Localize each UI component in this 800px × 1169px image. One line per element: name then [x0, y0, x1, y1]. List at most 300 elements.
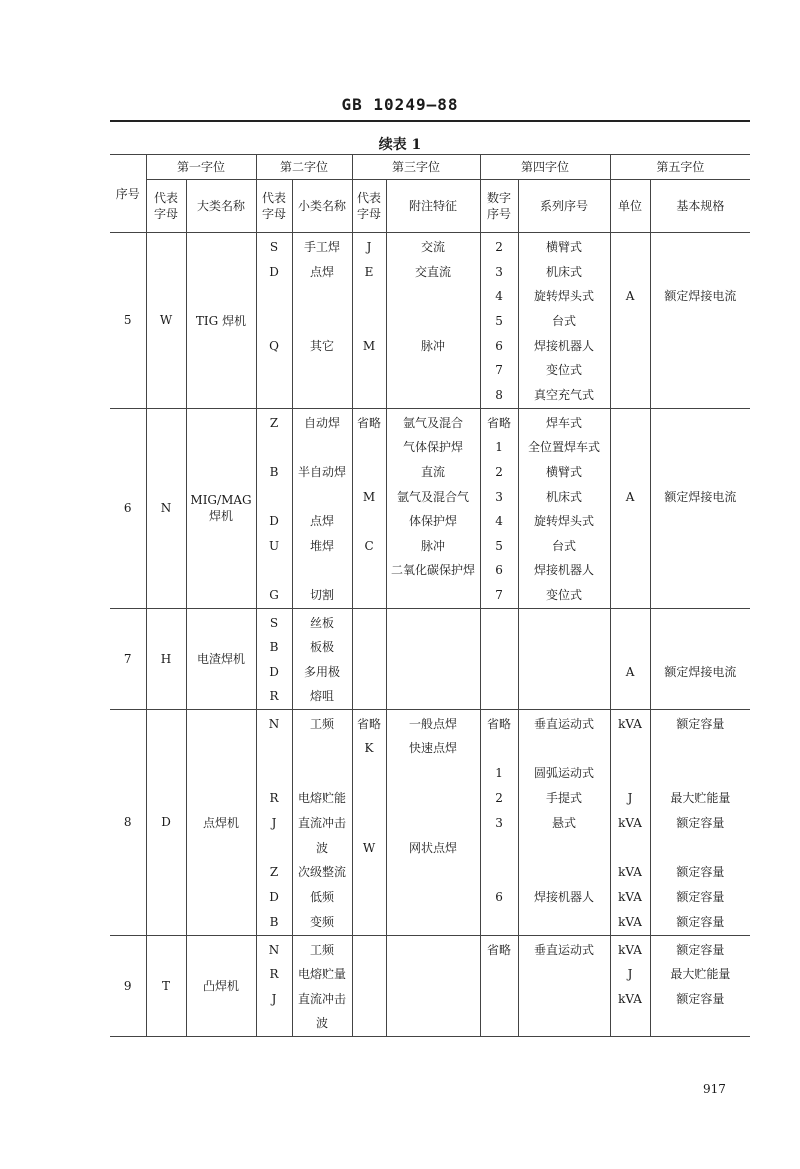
sub-row-value: D: [269, 264, 279, 279]
sub-row-value: [481, 684, 518, 709]
sub-row-value: [257, 761, 292, 786]
sub-row-value: K: [364, 741, 374, 756]
sub-column-cell: [610, 608, 650, 709]
sub-row-value: [353, 358, 386, 383]
sub-row-value: 最大贮能量: [670, 790, 731, 805]
sub-column-cell: [518, 608, 610, 709]
group-row: [110, 709, 750, 935]
category-code-cell: N: [146, 408, 186, 608]
sub-column-cell: [292, 935, 352, 1036]
category-code-cell: H: [146, 608, 186, 709]
sub-row-value: 1: [495, 440, 503, 455]
sub-row-value: [387, 660, 480, 685]
sub-row-value: 低频: [310, 890, 335, 905]
sub-row-value: [257, 383, 292, 408]
sub-row-value: A: [625, 664, 635, 679]
sub-row-value: [353, 684, 386, 709]
sub-row-value: [651, 235, 751, 260]
sub-row-value: [387, 987, 480, 1012]
sub-row-value: U: [268, 538, 280, 553]
sub-row-value: [651, 583, 751, 608]
sub-row-value: 台式: [552, 314, 577, 329]
sub-row-value: [293, 761, 352, 786]
sub-row-value: [353, 962, 386, 987]
sub-row-value: N: [268, 942, 280, 957]
sub-row-value: 6: [495, 563, 503, 578]
sub-row-value: [651, 509, 751, 534]
sub-row-value: [611, 761, 650, 786]
sub-row-value: 最大贮能量: [670, 967, 731, 982]
sub-row-value: [353, 885, 386, 910]
sub-row-value: [387, 611, 480, 636]
sub-row-value: D: [269, 664, 279, 679]
spec-table: [110, 154, 750, 1037]
sub-row-value: kVA: [618, 942, 642, 957]
sub-column-cell: [292, 408, 352, 608]
seq-cell: 7: [110, 608, 146, 709]
sub-column-cell: [518, 709, 610, 935]
sub-column-cell: [352, 935, 386, 1036]
sub-row-value: [293, 435, 352, 460]
sub-column-cell: [480, 709, 518, 935]
sub-row-value: C: [364, 538, 374, 553]
sub-row-value: [481, 860, 518, 885]
sub-row-value: [387, 786, 480, 811]
sub-row-value: [519, 860, 610, 885]
sub-row-value: [353, 987, 386, 1012]
sub-row-value: kVA: [618, 914, 642, 929]
sub-row-value: 点焊: [310, 514, 335, 529]
sub-row-value: 多用极: [304, 664, 341, 679]
sub-row-value: Q: [269, 338, 279, 353]
sub-row-value: [611, 358, 650, 383]
sub-row-value: 工频: [310, 942, 335, 957]
col-c5-unit: 单位: [610, 180, 650, 233]
sub-row-value: [257, 836, 292, 861]
sub-row-value: [353, 635, 386, 660]
sub-column-cell: [480, 233, 518, 409]
sub-row-value: 工频: [310, 716, 335, 731]
sub-column-cell: [610, 935, 650, 1036]
group-row: [110, 935, 750, 1036]
sub-row-value: 半自动焊: [298, 465, 347, 479]
sub-row-value: [257, 485, 292, 510]
sub-row-value: [353, 910, 386, 935]
sub-row-value: E: [364, 264, 374, 279]
sub-column-cell: [256, 709, 292, 935]
col-c3-code: 代表 字母: [352, 180, 386, 233]
sub-row-value: 额定焊接电流: [664, 289, 737, 304]
sub-row-value: 变位式: [546, 587, 583, 602]
sub-row-value: [611, 334, 650, 359]
sub-row-value: J: [271, 991, 277, 1006]
sub-row-value: 脉冲: [421, 538, 446, 553]
sub-row-value: [257, 284, 292, 309]
sub-row-value: 额定焊接电流: [664, 489, 737, 504]
sub-row-value: [387, 761, 480, 786]
sub-row-value: [651, 460, 751, 485]
sub-row-value: [519, 1011, 610, 1036]
sub-row-value: J: [271, 815, 277, 830]
sub-column-cell: [650, 608, 750, 709]
sub-row-value: [481, 660, 518, 685]
sub-column-cell: [610, 709, 650, 935]
sub-row-value: 圆弧运动式: [534, 766, 595, 781]
header-rule: [110, 120, 750, 122]
sub-row-value: [293, 309, 352, 334]
col-seq: 序号: [110, 155, 146, 233]
sub-row-value: [651, 435, 751, 460]
category-name-cell: 凸焊机: [186, 935, 256, 1036]
sub-column-cell: [480, 408, 518, 608]
sub-row-value: 切割: [310, 587, 335, 602]
sub-row-value: [611, 736, 650, 761]
group-header-3: 第三字位: [352, 155, 480, 180]
sub-row-value: Z: [269, 415, 279, 430]
sub-row-value: A: [625, 489, 635, 504]
sub-row-value: [257, 358, 292, 383]
sub-row-value: S: [269, 615, 279, 630]
sub-row-value: 3: [495, 264, 503, 279]
sub-row-value: [611, 235, 650, 260]
sub-row-value: [257, 1011, 292, 1036]
sub-row-value: 6: [495, 338, 503, 353]
sub-row-value: [293, 383, 352, 408]
col-c2-name: 小类名称: [292, 180, 352, 233]
sub-row-value: 2: [495, 240, 503, 254]
sub-row-value: [293, 485, 352, 510]
sub-row-value: [519, 962, 610, 987]
sub-row-value: 自动焊: [304, 415, 341, 430]
sub-row-value: [519, 611, 610, 636]
sub-row-value: [611, 583, 650, 608]
group-header-5: 第五字位: [610, 155, 750, 180]
sub-column-cell: [518, 408, 610, 608]
sub-row-value: [353, 611, 386, 636]
sub-row-value: [387, 583, 480, 608]
sub-row-value: [651, 334, 751, 359]
sub-row-value: [519, 635, 610, 660]
sub-row-value: B: [269, 640, 279, 655]
sub-column-cell: [386, 233, 480, 409]
sub-column-cell: [650, 709, 750, 935]
sub-row-value: 变频: [310, 914, 335, 929]
sub-row-value: [651, 736, 751, 761]
sub-row-value: R: [269, 967, 279, 982]
page-number: 917: [703, 1082, 726, 1096]
sub-row-value: 变位式: [546, 363, 583, 378]
sub-row-value: [353, 460, 386, 485]
sub-row-value: [481, 611, 518, 636]
sub-row-value: 快速点焊: [409, 741, 458, 756]
group-row: [110, 608, 750, 709]
sub-row-value: [293, 736, 352, 761]
sub-column-cell: [610, 233, 650, 409]
sub-column-cell: [352, 233, 386, 409]
sub-row-value: [651, 1011, 751, 1036]
sub-row-value: kVA: [618, 716, 642, 731]
sub-row-value: 旋转焊头式: [534, 289, 595, 304]
sub-row-value: 台式: [552, 538, 577, 553]
sub-row-value: [293, 284, 352, 309]
sub-column-cell: [256, 408, 292, 608]
sub-row-value: 额定容量: [676, 890, 725, 905]
sub-row-value: 额定容量: [676, 815, 725, 830]
sub-row-value: [387, 1011, 480, 1036]
sub-row-value: 5: [495, 538, 503, 553]
sub-row-value: N: [268, 716, 280, 731]
sub-row-value: 机床式: [546, 489, 583, 504]
category-code-cell: D: [146, 709, 186, 935]
sub-row-value: [257, 309, 292, 334]
seq-cell: 5: [110, 233, 146, 409]
sub-column-cell: [650, 408, 750, 608]
sub-row-value: 焊接机器人: [534, 890, 595, 905]
sub-row-value: 气体保护焊: [403, 440, 464, 455]
sub-row-value: [611, 383, 650, 408]
category-name-cell: 电渣焊机: [186, 608, 256, 709]
sub-row-value: [651, 611, 751, 636]
sub-row-value: 8: [495, 388, 503, 403]
sub-row-value: 省略: [487, 716, 512, 731]
sub-row-value: 3: [495, 489, 503, 504]
sub-row-value: 交流: [421, 240, 446, 254]
sub-row-value: [611, 435, 650, 460]
sub-row-value: 交直流: [415, 264, 452, 279]
col-c3-name: 附注特征: [386, 180, 480, 233]
sub-row-value: 网状点焊: [409, 840, 458, 855]
sub-row-value: 其它: [310, 338, 335, 353]
sub-row-value: [387, 684, 480, 709]
sub-column-cell: [352, 709, 386, 935]
sub-row-value: 垂直运动式: [534, 942, 595, 957]
sub-row-value: [353, 284, 386, 309]
col-c2-code: 代表 字母: [256, 180, 292, 233]
sub-row-value: [353, 435, 386, 460]
sub-row-value: [353, 660, 386, 685]
sub-row-value: 横臂式: [546, 240, 583, 254]
table-title: 续表 1: [378, 137, 422, 153]
sub-row-value: [519, 736, 610, 761]
sub-row-value: [651, 558, 751, 583]
sub-column-cell: [610, 408, 650, 608]
col-c4-code: 数字 序号: [480, 180, 518, 233]
sub-row-value: [387, 910, 480, 935]
sub-row-value: [257, 736, 292, 761]
table-body: [110, 233, 750, 1037]
sub-row-value: [387, 811, 480, 836]
sub-row-value: [387, 635, 480, 660]
sub-row-value: 额定容量: [676, 865, 725, 880]
sub-row-value: [611, 684, 650, 709]
group-row: [110, 233, 750, 409]
sub-row-value: [387, 885, 480, 910]
sub-row-value: 直流冲击: [298, 815, 347, 830]
sub-column-cell: [292, 233, 352, 409]
sub-row-value: [387, 938, 480, 963]
seq-cell: 8: [110, 709, 146, 935]
sub-row-value: [611, 635, 650, 660]
sub-row-value: [651, 836, 751, 861]
sub-row-value: [611, 309, 650, 334]
sub-row-value: [651, 309, 751, 334]
category-name-cell: TIG 焊机: [186, 233, 256, 409]
sub-row-value: M: [362, 489, 376, 504]
sub-row-value: kVA: [618, 890, 642, 905]
sub-row-value: 全位置焊车式: [528, 440, 601, 455]
sub-row-value: [519, 836, 610, 861]
sub-column-cell: [352, 408, 386, 608]
sub-row-value: 4: [495, 289, 503, 304]
sub-row-value: J: [627, 790, 633, 805]
sub-column-cell: [386, 935, 480, 1036]
sub-row-value: [611, 460, 650, 485]
sub-row-value: 手工焊: [304, 240, 341, 254]
sub-column-cell: [480, 608, 518, 709]
sub-column-cell: [650, 233, 750, 409]
sub-row-value: 次级整流: [298, 865, 347, 880]
sub-row-value: 垂直运动式: [534, 716, 595, 731]
group-header-4: 第四字位: [480, 155, 610, 180]
sub-row-value: 额定容量: [676, 914, 725, 929]
sub-row-value: J: [627, 967, 633, 982]
sub-row-value: [353, 761, 386, 786]
sub-row-value: [387, 358, 480, 383]
sub-row-value: [519, 910, 610, 935]
sub-row-value: [519, 987, 610, 1012]
sub-row-value: 5: [495, 314, 503, 329]
sub-row-value: 脉冲: [421, 338, 446, 353]
category-code-cell: T: [146, 935, 186, 1036]
sub-row-value: 波: [316, 1016, 329, 1031]
sub-row-value: 手提式: [546, 790, 583, 805]
sub-row-value: 一般点焊: [409, 716, 458, 731]
sub-row-value: 焊接机器人: [534, 563, 595, 578]
sub-row-value: 堆焊: [310, 538, 335, 553]
sub-row-value: 二氧化碳保护焊: [391, 563, 476, 578]
sub-row-value: 额定焊接电流: [664, 664, 737, 679]
sub-row-value: 板极: [310, 640, 335, 655]
sub-column-cell: [256, 233, 292, 409]
sub-row-value: S: [269, 240, 279, 254]
sub-row-value: R: [269, 790, 279, 805]
sub-row-value: [481, 836, 518, 861]
sub-row-value: 电熔贮量: [298, 967, 347, 982]
sub-row-value: [611, 260, 650, 285]
sub-row-value: [387, 284, 480, 309]
sub-row-value: 省略: [487, 415, 512, 430]
category-name-cell: MIG/MAG 焊机: [186, 408, 256, 608]
sub-row-value: [651, 260, 751, 285]
col-c4-name: 系列序号: [518, 180, 610, 233]
sub-column-cell: [386, 709, 480, 935]
group-header-1: 第一字位: [146, 155, 256, 180]
sub-row-value: [353, 309, 386, 334]
sub-row-value: [651, 411, 751, 436]
sub-row-value: A: [625, 289, 635, 304]
sub-row-value: 丝板: [310, 615, 335, 630]
sub-row-value: [611, 411, 650, 436]
sub-row-value: 氩气及混合: [403, 415, 464, 430]
sub-row-value: [481, 962, 518, 987]
standard-code: GB 10249—88: [341, 95, 459, 114]
sub-row-value: [353, 583, 386, 608]
sub-column-cell: [386, 608, 480, 709]
sub-column-cell: [292, 608, 352, 709]
sub-row-value: [387, 962, 480, 987]
sub-row-value: [257, 435, 292, 460]
sub-row-value: [353, 786, 386, 811]
sub-row-value: [353, 860, 386, 885]
sub-row-value: G: [269, 587, 279, 602]
sub-row-value: [611, 558, 650, 583]
sub-row-value: Z: [269, 865, 279, 880]
sub-row-value: 额定容量: [676, 991, 725, 1006]
col-c1-code: 代表 字母: [146, 180, 186, 233]
sub-row-value: [481, 1011, 518, 1036]
category-code-cell: W: [146, 233, 186, 409]
sub-row-value: [519, 684, 610, 709]
sub-row-value: M: [362, 338, 376, 353]
sub-row-value: 点焊: [310, 264, 335, 279]
sub-row-value: D: [269, 514, 279, 529]
sub-column-cell: [650, 935, 750, 1036]
col-c5-name: 基本规格: [650, 180, 750, 233]
sub-row-value: [519, 660, 610, 685]
group-header-2: 第二字位: [256, 155, 352, 180]
sub-row-value: [611, 534, 650, 559]
sub-row-value: [611, 1011, 650, 1036]
sub-row-value: B: [269, 465, 279, 479]
sub-row-value: [353, 509, 386, 534]
sub-row-value: 省略: [357, 716, 382, 731]
sub-row-value: 熔咀: [310, 689, 335, 704]
sub-row-value: 额定容量: [676, 716, 725, 731]
sub-row-value: [353, 383, 386, 408]
sub-row-value: B: [269, 914, 279, 929]
sub-row-value: [481, 635, 518, 660]
sub-row-value: 悬式: [552, 815, 577, 830]
sub-row-value: 2: [495, 790, 503, 805]
sub-row-value: 体保护焊: [409, 514, 458, 529]
seq-cell: 6: [110, 408, 146, 608]
sub-row-value: [353, 1011, 386, 1036]
sub-row-value: [651, 684, 751, 709]
sub-row-value: [611, 836, 650, 861]
sub-row-value: 直流冲击: [298, 991, 347, 1006]
sub-column-cell: [352, 608, 386, 709]
sub-row-value: [353, 938, 386, 963]
sub-row-value: 氩气及混合气: [397, 489, 470, 504]
sub-row-value: 6: [495, 890, 503, 905]
col-c1-name: 大类名称: [186, 180, 256, 233]
sub-row-value: [651, 761, 751, 786]
sub-row-value: 机床式: [546, 264, 583, 279]
sub-row-value: 7: [495, 587, 503, 602]
sub-row-value: 1: [495, 766, 503, 781]
sub-row-value: 直流: [421, 465, 446, 479]
sub-row-value: 4: [495, 514, 503, 529]
sub-row-value: [257, 558, 292, 583]
sub-row-value: 波: [316, 840, 329, 855]
seq-cell: 9: [110, 935, 146, 1036]
sub-row-value: [293, 358, 352, 383]
sub-row-value: [651, 383, 751, 408]
sub-row-value: 焊车式: [546, 415, 583, 430]
sub-row-value: [611, 509, 650, 534]
sub-row-value: 额定容量: [676, 942, 725, 957]
sub-column-cell: [256, 935, 292, 1036]
